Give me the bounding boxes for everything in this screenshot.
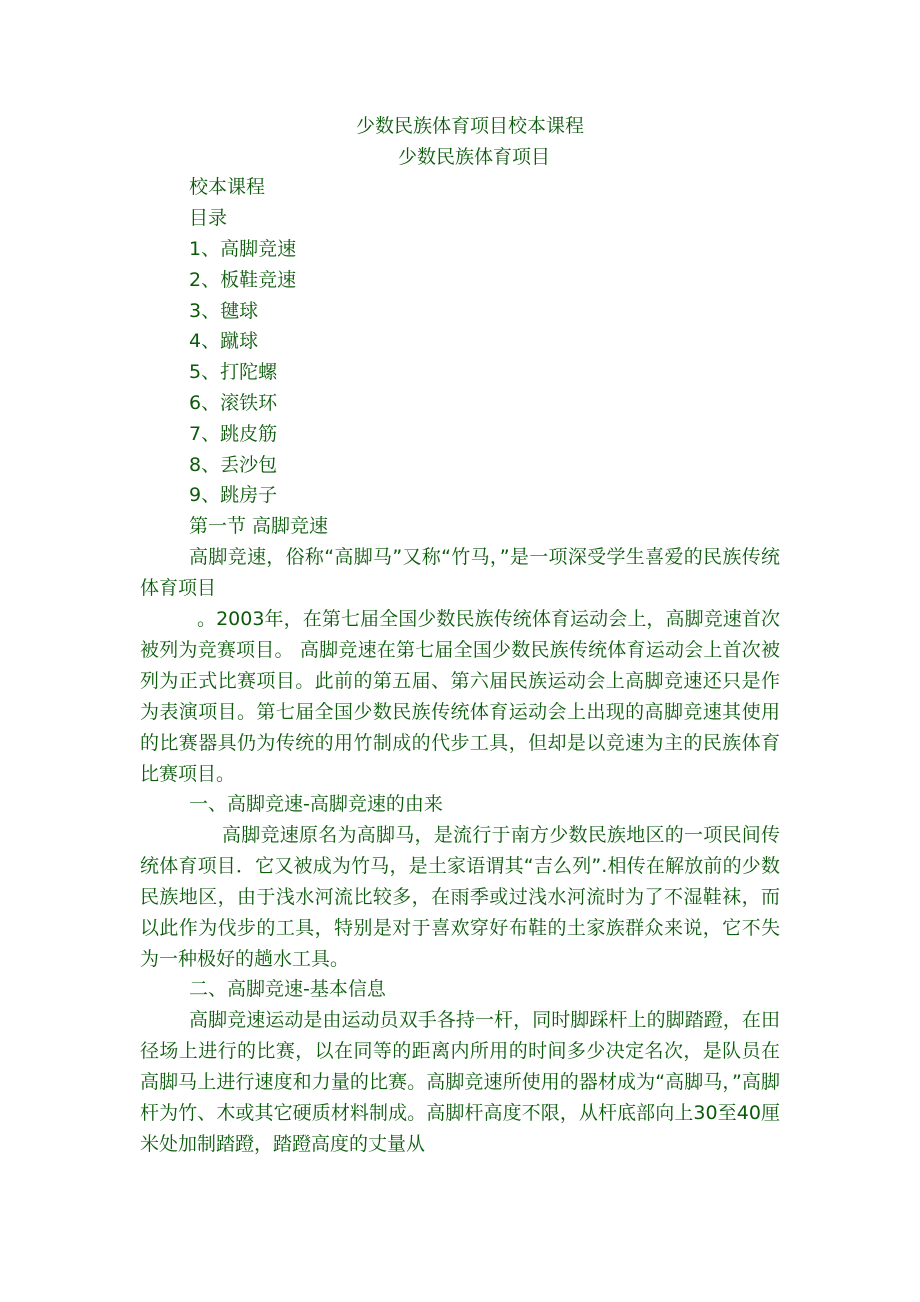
- toc-item: 6、滚铁环: [189, 392, 278, 414]
- toc-item: 3、毽球: [189, 300, 259, 322]
- document-title: 少数民族体育项目校本课程: [356, 115, 585, 137]
- origin-paragraph: 高脚竞速原名为高脚马，是流行于南方少数民族地区的一项民间传统体育项目．它又被成为竹马，是土家语谓其“吉么列”.相传在解放前的少数民族地区，由于浅水河流比较多，在雨季或过浅水河流时为了不湿鞋袜，而以此作为伐步的工具，特别是对于喜欢穿好布鞋的土家族群众来说，它不失为一种极好的趟水工具。: [140, 824, 780, 970]
- basic-info-paragraph: 高脚竞速运动是由运动员双手各持一杆，同时脚踩杆上的脚踏蹬，在田径场上进行的比赛，以在同等的距离内所用的时间多少决定名次，是队员在高脚马上进行速度和力量的比赛。高脚竞速所使用的器材成为“高脚马，”高脚杆为竹、木或其它硬质材料制成。高脚杆高度不限，从杆底部向上30至40厘米处加制踏蹬，踏蹬高度的丈量从: [140, 1009, 780, 1155]
- toc-item: 7、跳皮筋: [189, 423, 278, 445]
- toc-item: 9、跳房子: [189, 484, 278, 506]
- intro-paragraph: 高脚竞速，俗称“高脚马”又称“竹马，”是一项深受学生喜爱的民族传统体育项目: [140, 546, 780, 599]
- toc-item: 4、蹴球: [189, 330, 259, 352]
- section-title: 第一节 高脚竞速: [189, 515, 329, 537]
- toc-item: 2、板鞋竞速: [189, 269, 297, 291]
- toc-item: 5、打陀螺: [189, 361, 278, 383]
- toc-item: 1、高脚竞速: [189, 238, 297, 260]
- toc-heading: 目录: [189, 207, 228, 229]
- toc-item: 8、丢沙包: [189, 454, 278, 476]
- subsection-title: 二、高脚竞速-基本信息: [189, 978, 386, 1000]
- history-paragraph: 。2003年，在第七届全国少数民族传统体育运动会上，高脚竞速首次被列为竞赛项目。 高脚竞速在第七届全国少数民族传统体育运动会上首次被列为正式比赛项目。此前的第五届、第六届民族运动会上高脚竞速还只是作为表演项目。第七届全国少数民族传统体育运动会上出现的高脚竞速其使用的比赛器具仍为传统的用竹制成的代步工具，但却是以竞速为主的民族体育比赛项目。: [140, 608, 780, 785]
- document-subtitle: 少数民族体育项目: [398, 146, 551, 168]
- course-label: 校本课程: [189, 176, 266, 198]
- subsection-title: 一、高脚竞速-高脚竞速的由来: [189, 793, 443, 815]
